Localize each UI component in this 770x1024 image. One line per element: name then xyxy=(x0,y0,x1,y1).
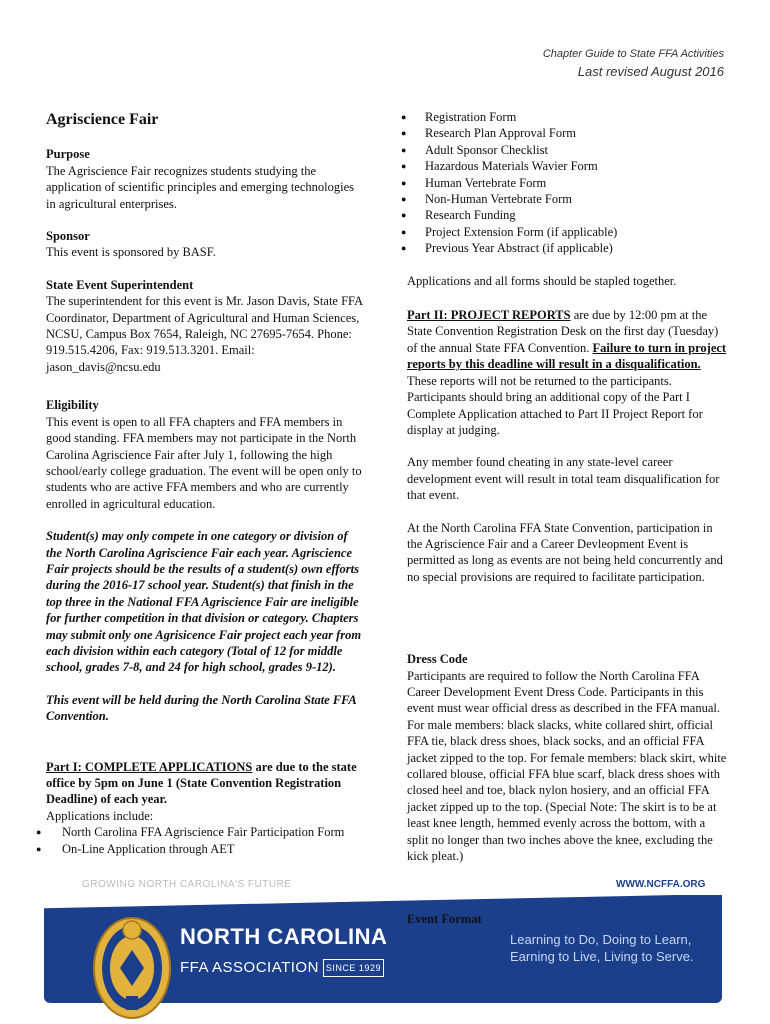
eligibility-section xyxy=(46,397,364,512)
purpose-text: The Agriscience Fair recognizes students studying the application of scientific principles and emerging technologies in agricultural enterprises. xyxy=(46,163,355,211)
part2-tail: These reports will not be returned to the participants. Participants should bring an additional copy of the Part I Complete Application attached to Part II Project Report for display at judging. xyxy=(407,373,703,437)
convention-text: This event will be held during the North Carolina State FFA Convention. xyxy=(46,692,357,724)
banner-ribbon xyxy=(44,895,722,908)
website-link[interactable]: WWW.NCFFA.ORG xyxy=(616,879,706,890)
list-item: ● Research Plan Approval Form xyxy=(407,125,727,141)
list-item: ● Adult Sponsor Checklist xyxy=(407,142,727,158)
part1-text: are due to the state office by 5pm on June 1 (State Convention Registration Deadline) of each year. xyxy=(46,759,357,807)
part2-warning: Failure to turn in project reports by this deadline will result in a disqualification. xyxy=(407,340,727,372)
rules-text: Student(s) may only compete in one category or division of the North Carolina Agriscience Fair each year. Agriscience Fair projects should be the results of a student(s) own efforts during the 2016-17 school year. Student(s) that finish in the top three in the National FFA Agriscience Fair are ineligible for further competition in that division or category. Chapters may submit only one Agrisicence Fair project each year from each division within each category (Total of 12 for middle school, grades 7-8, and 24 for high school, grades 9-12). xyxy=(46,529,362,675)
dress-section xyxy=(407,651,727,864)
eligibility-text: This event is open to all FFA chapters and FFA members in good standing. FFA members may not participate in the North Carolina Agriscience Fair after July 1, following the high school/early college graduation. The event will be open only to students who are active FFA members and who are currently enrolled in agricultural education. xyxy=(46,414,362,511)
applications-include: Applications include: xyxy=(46,808,154,823)
page-title: Agriscience Fair xyxy=(46,111,159,128)
right-column xyxy=(407,109,727,880)
list-item: ● North Carolina FFA Agriscience Fair Participation Form xyxy=(36,824,364,840)
cheating-text: Any member found cheating in any state-level career development event will result in total team disqualification for that event. xyxy=(407,455,720,503)
sponsor-text: This event is sponsored by BASF. xyxy=(46,245,216,260)
applications-list xyxy=(36,824,364,857)
superintendent-heading: State Event Superintendent xyxy=(46,277,194,292)
dress-heading: Dress Code xyxy=(407,652,468,667)
stapled-text: Applications and all forms should be stapled together. xyxy=(407,273,677,288)
eligibility-heading: Eligibility xyxy=(46,398,99,413)
superintendent-text: The superintendent for this event is Mr. Jason Davis, State FFA Coordinator, Department of Agricultural and Human Sciences, NCSU, Campus Box 7654, Raleigh, NC 27695-7654. Phone: 919.515.4206, Fax: 919.513.3201. Email: jason_davis@ncsu.edu xyxy=(46,294,363,374)
ffa-motto xyxy=(510,931,694,965)
dress-text: Participants are required to follow the North Carolina FFA Career Development Event Dress Code. Participants in this event must wear official dress as described in the FFA manual. For male members: black slacks, white collared shirt, official FFA tie, black dress shoes, black socks, and an official FFA jacket zipped to the top. For female members: black skirt, white collared blouse, official FFA blue scarf, black dress shoes with closed heel and toe, black nylon hosiery, and an official FFA jacket zipped up to the top. (Special Note: The skirt is to be at least knee length, hemmed evenly across the bottom, with a split no longer than two inches above the knee, excluding the kick pleat.) xyxy=(407,668,727,864)
revision-date: Last revised August 2016 xyxy=(577,64,724,80)
growing-tagline: GROWING NORTH CAROLINA'S FUTURE xyxy=(82,879,292,890)
motto-line2: Earning to Live, Living to Serve. xyxy=(510,949,694,964)
list-item: ● Human Vertebrate Form xyxy=(407,175,727,191)
list-item: ● Non-Human Vertebrate Form xyxy=(407,191,727,207)
part2-section xyxy=(407,307,727,438)
list-item: ● Project Extension Form (if applicable) xyxy=(407,224,727,240)
part1-label: Part I: COMPLETE APPLICATIONS xyxy=(46,759,253,774)
part2-text: are due by 12:00 pm at the State Convention Registration Desk on the first day (Tuesday) of the annual State FFA Convention. xyxy=(407,308,719,355)
ffa-emblem-icon xyxy=(92,910,172,1022)
since-badge: SINCE 1929 xyxy=(323,959,384,977)
forms-list xyxy=(407,109,727,257)
sponsor-section xyxy=(46,228,364,261)
part2-label: Part II: PROJECT REPORTS xyxy=(407,308,571,323)
org-name-text: FFA ASSOCIATION xyxy=(180,959,319,977)
motto-line1: Learning to Do, Doing to Learn, xyxy=(510,932,692,947)
concurrent-text: At the North Carolina FFA State Convention, participation in the Agriscience Fair and a Career Devleopment Event is permitted as long as events are not being held concurrently and no special provisions are required to facilitate participation. xyxy=(407,520,723,584)
purpose-heading: Purpose xyxy=(46,147,90,162)
superintendent-section xyxy=(46,277,364,375)
list-item: ● On-Line Application through AET xyxy=(36,841,364,857)
list-item: ● Hazardous Materials Wavier Form xyxy=(407,158,727,174)
page-header xyxy=(543,46,724,81)
event-format-heading: Event Format xyxy=(407,912,482,926)
list-item: ● Research Funding xyxy=(407,207,727,223)
list-item: ● Registration Form xyxy=(407,109,727,125)
left-column xyxy=(46,110,364,857)
purpose-section xyxy=(46,146,364,212)
part1-section xyxy=(46,759,364,857)
guide-title: Chapter Guide to State FFA Activities xyxy=(542,48,724,60)
org-name-line1: NORTH CAROLINA xyxy=(180,924,388,949)
sponsor-heading: Sponsor xyxy=(46,229,90,244)
list-item: ● Previous Year Abstract (if applicable) xyxy=(407,240,727,256)
org-name-line2 xyxy=(180,959,384,977)
